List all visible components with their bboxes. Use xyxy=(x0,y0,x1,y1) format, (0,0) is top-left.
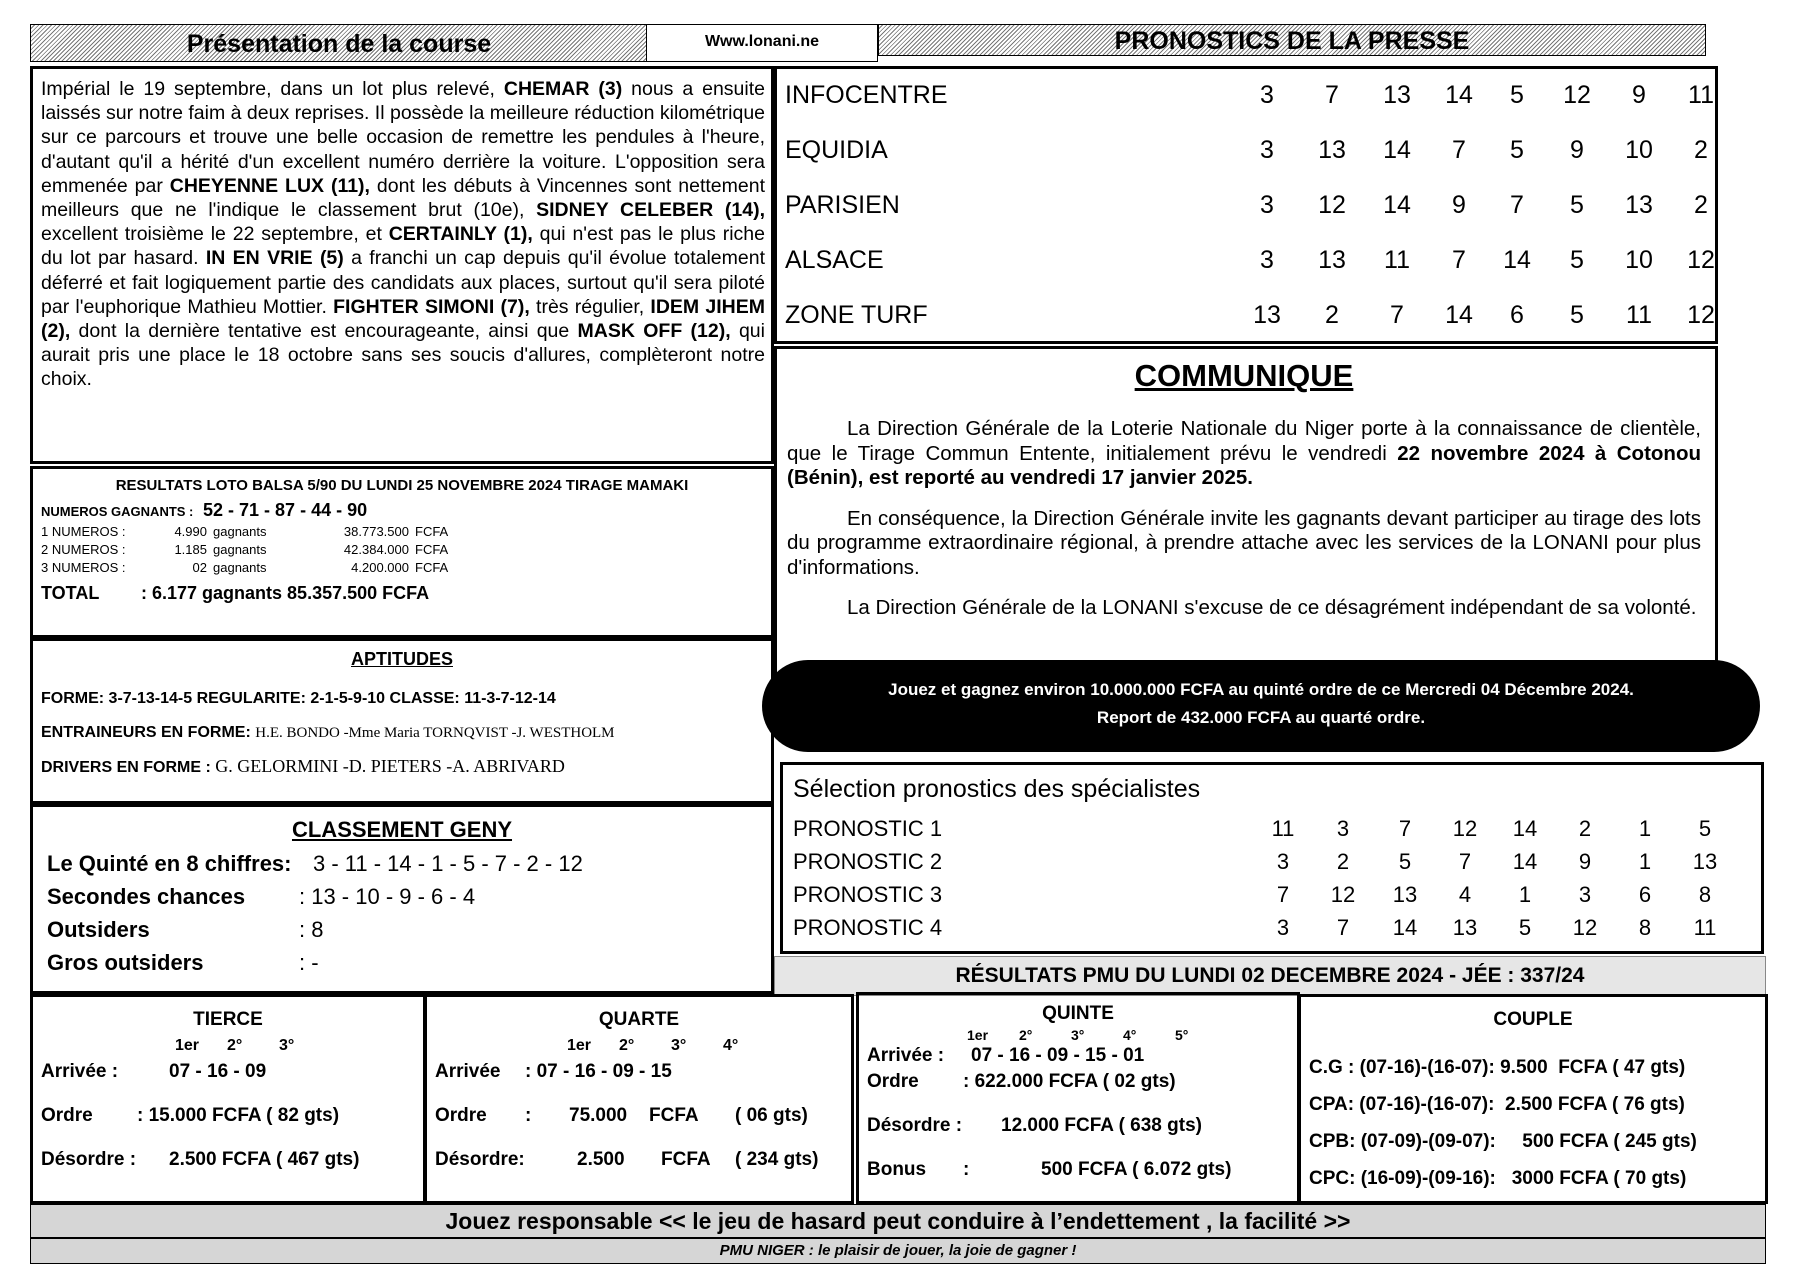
press-number: 2 xyxy=(1694,191,1708,219)
tierce-ordre xyxy=(41,1105,415,1127)
desordre-cur: FCFA xyxy=(661,1149,711,1170)
selection-number: 7 xyxy=(1276,882,1290,907)
press-table xyxy=(774,66,1718,344)
couple-row: CPB: (07-09)-(09-07): 500 FCFA ( 245 gts) xyxy=(1309,1131,1697,1152)
place-label: 4° xyxy=(1123,1027,1137,1043)
presentation-title: Présentation de la course xyxy=(186,30,492,58)
press-row xyxy=(777,69,1715,124)
classement-box xyxy=(30,804,774,994)
horse-name: CHEYENNE LUX (11), xyxy=(169,174,370,197)
total-value: : 6.177 gagnants 85.357.500 FCFA xyxy=(141,583,430,603)
place-label: 4° xyxy=(723,1037,739,1054)
selection-number: 8 xyxy=(1638,915,1652,940)
arrivee-label: Arrivée : xyxy=(41,1061,119,1082)
arrivee-label: Arrivée : xyxy=(867,1045,945,1066)
press-number: 7 xyxy=(1325,81,1339,109)
arrivee-label: Arrivée xyxy=(435,1061,501,1082)
aptitudes-drivers xyxy=(41,756,763,777)
loto-count: 1.185 xyxy=(174,542,207,557)
tierce-places xyxy=(41,1037,415,1055)
press-number: 10 xyxy=(1625,246,1653,274)
loto-count: 4.990 xyxy=(174,524,207,539)
horse-name: CERTAINLY (1), xyxy=(388,223,533,246)
press-number: 10 xyxy=(1625,136,1653,164)
communique-title: COMMUNIQUE xyxy=(1134,358,1354,393)
selection-number: 12 xyxy=(1330,882,1356,907)
loto-amount: 4.200.000 xyxy=(351,560,409,575)
loto-amount: 38.773.500 xyxy=(343,524,409,539)
desordre-amount: 2.500 xyxy=(577,1149,625,1170)
horse-name: MASK OFF (12), xyxy=(577,320,731,343)
press-number: 9 xyxy=(1632,81,1646,109)
bonus-label: Bonus xyxy=(867,1159,927,1180)
classement-value: 3 - 11 - 14 - 1 - 5 - 7 - 2 - 12 xyxy=(313,851,583,876)
place-label: 2° xyxy=(1019,1027,1033,1043)
selection-number: 14 xyxy=(1512,849,1538,874)
selection-number: 14 xyxy=(1512,816,1538,841)
press-number: 5 xyxy=(1570,246,1584,274)
press-number: 3 xyxy=(1260,191,1274,219)
selection-number: 6 xyxy=(1638,882,1652,907)
loto-unit: gagnants xyxy=(213,524,267,539)
classement-row xyxy=(47,847,757,880)
press-row xyxy=(777,234,1715,289)
press-number: 12 xyxy=(1318,191,1346,219)
quarte-box xyxy=(424,994,854,1204)
press-number: 12 xyxy=(1563,81,1591,109)
ordre-amount: 75.000 xyxy=(569,1105,628,1126)
classement-label: Gros outsiders xyxy=(47,950,204,975)
press-number: 13 xyxy=(1625,191,1653,219)
press-number: 7 xyxy=(1452,246,1466,274)
horse-name: CHEMAR (3) xyxy=(503,78,623,100)
selection-name: PRONOSTIC 4 xyxy=(793,915,943,940)
selection-row xyxy=(793,814,1751,847)
tierce-desordre xyxy=(41,1149,415,1171)
horse-name: FIGHTER SIMONI (7), xyxy=(333,295,530,318)
press-number: 13 xyxy=(1318,136,1346,164)
selection-row xyxy=(793,847,1751,880)
text-segment: qui n'est pas le plus riche du lot par hasard. xyxy=(41,223,765,270)
press-number: 5 xyxy=(1510,81,1524,109)
press-number: 5 xyxy=(1570,191,1584,219)
arrivee-value: : 07 - 16 - 09 - 15 xyxy=(525,1061,672,1082)
place-label: 3° xyxy=(1071,1027,1085,1043)
selection-number: 5 xyxy=(1698,816,1712,841)
loto-cur: FCFA xyxy=(415,524,449,539)
loto-label: 2 NUMEROS : xyxy=(41,542,126,557)
classement-title: CLASSEMENT GENY xyxy=(291,817,513,842)
selection-number: 4 xyxy=(1458,882,1472,907)
couple-box xyxy=(1298,994,1768,1204)
desordre-gts: ( 234 gts) xyxy=(735,1149,819,1170)
classement-row xyxy=(47,946,757,979)
loto-total xyxy=(41,583,763,604)
selection-number: 3 xyxy=(1276,849,1290,874)
press-number: 3 xyxy=(1260,246,1274,274)
arrivee-value: 07 - 16 - 09 - 15 - 01 xyxy=(971,1045,1145,1066)
selection-name: PRONOSTIC 1 xyxy=(793,816,943,841)
press-number: 2 xyxy=(1325,301,1339,329)
selection-row xyxy=(793,913,1751,946)
text-segment: nous a ensuite laissés sur notre faim à deux reprises. Il possède la meilleure réduction kilométrique sur ce parcours et trouve une belle occasion de remettre les pendules à l'heure, d'autant qu'il a hérité d'un excellent numéro derrière la voiture. L'opposition sera emmenée par xyxy=(41,78,766,197)
text-segment: dont la dernière tentative est encourageante, ainsi que xyxy=(70,320,578,343)
classement-value: : - xyxy=(299,950,319,975)
press-number: 11 xyxy=(1626,301,1652,329)
banner-line2: Report de 432.000 FCFA au quarté ordre. xyxy=(1096,708,1426,727)
jackpot-banner xyxy=(762,660,1760,752)
presentation-text xyxy=(41,77,765,392)
classement-label: Secondes chances xyxy=(47,884,246,909)
ordre-label: Ordre xyxy=(435,1105,487,1126)
selection-title: Sélection pronostics des spécialistes xyxy=(793,775,1201,803)
selection-number: 3 xyxy=(1578,882,1592,907)
classement-label: Le Quinté en 8 chiffres: xyxy=(47,851,292,876)
loto-amount: 42.384.000 xyxy=(343,542,409,557)
text-segment: a franchi un cap depuis qu'il évolue totalement déferré et fait logiquement partie des candidats aux places, surtout qu'il sera piloté par l'euphorique Mathieu Mottier. xyxy=(41,247,765,318)
couple-row: C.G : (07-16)-(16-07): 9.500 FCFA ( 47 gts) xyxy=(1309,1057,1686,1078)
ordre-label: Ordre xyxy=(41,1105,93,1126)
press-row xyxy=(777,289,1715,344)
selection-number: 2 xyxy=(1578,816,1592,841)
communique-p1-text: La Direction Générale de la Loterie Nationale du Niger porte à la connaissance de clientèle, que le Tirage Commun Entente, initialement prévu le vendredi xyxy=(787,417,1701,465)
press-number: 12 xyxy=(1687,246,1715,274)
bonus-sep: : xyxy=(963,1159,970,1180)
place-label: 5° xyxy=(1175,1027,1189,1043)
loto-cur: FCFA xyxy=(415,542,449,557)
footer-warning: Jouez responsable << le jeu de hasard peut conduire à l’endettement , la facilité >> xyxy=(30,1204,1766,1238)
selection-number: 9 xyxy=(1578,849,1592,874)
results-title: RÉSULTATS PMU DU LUNDI 02 DECEMBRE 2024 - JÉE : 337/24 xyxy=(774,956,1766,996)
quarte-arrivee xyxy=(435,1061,843,1083)
ordre-gts: ( 06 gts) xyxy=(735,1105,808,1126)
horse-name: SIDNEY CELEBER (14), xyxy=(536,199,766,222)
selection-number: 7 xyxy=(1398,816,1412,841)
loto-cur: FCFA xyxy=(415,560,449,575)
ordre-value: : 622.000 FCFA ( 02 gts) xyxy=(963,1071,1176,1092)
press-number: 6 xyxy=(1510,301,1524,329)
loto-box xyxy=(30,466,774,638)
press-number: 2 xyxy=(1694,136,1708,164)
place-label: 1er xyxy=(175,1037,200,1054)
selection-number: 2 xyxy=(1336,849,1350,874)
selection-number: 11 xyxy=(1693,915,1717,940)
quarte-title: QUARTE xyxy=(598,1009,680,1030)
selection-number: 13 xyxy=(1392,882,1418,907)
press-source: ZONE TURF xyxy=(785,301,928,329)
loto-unit: gagnants xyxy=(213,542,267,557)
communique-box xyxy=(774,346,1718,676)
ordre-label: Ordre xyxy=(867,1071,919,1092)
text-segment: Impérial le 19 septembre, dans un lot plus relevé, xyxy=(41,78,504,100)
couple-row: CPC: (16-09)-(09-16): 3000 FCFA ( 70 gts) xyxy=(1309,1168,1687,1189)
press-number: 7 xyxy=(1390,301,1404,329)
footer-slogan: PMU NIGER : le plaisir de jouer, la joie de gagner ! xyxy=(30,1238,1766,1264)
press-source: ALSACE xyxy=(785,246,884,274)
selection-number: 5 xyxy=(1518,915,1532,940)
press-source: EQUIDIA xyxy=(785,136,888,164)
text-segment: qui aurait pris une place le 18 octobre sans ses soucis d'allures, complèteront notre choix. xyxy=(41,320,765,391)
desordre-value: 12.000 FCFA ( 638 gts) xyxy=(1001,1115,1202,1136)
drivers-label: DRIVERS EN FORME : xyxy=(41,759,211,776)
arrivee-value: 07 - 16 - 09 xyxy=(169,1061,267,1082)
winning-numbers: 52 - 71 - 87 - 44 - 90 xyxy=(203,500,368,520)
tierce-arrivee xyxy=(41,1061,415,1083)
quinte-box xyxy=(856,992,1300,1204)
loto-rows xyxy=(41,523,471,577)
press-number: 11 xyxy=(1688,81,1714,109)
selection-number: 11 xyxy=(1271,816,1295,841)
aptitudes-forme: FORME: 3-7-13-14-5 REGULARITE: 2-1-5-9-10 CLASSE: 11-3-7-12-14 xyxy=(41,690,556,707)
loto-row xyxy=(41,523,471,541)
selection-number: 1 xyxy=(1638,849,1652,874)
tierce-title: TIERCE xyxy=(193,1009,263,1030)
press-number: 14 xyxy=(1445,301,1473,329)
loto-winning xyxy=(41,500,763,521)
tierce-box xyxy=(30,994,426,1204)
classement-row xyxy=(47,913,757,946)
press-number: 13 xyxy=(1253,301,1281,329)
aptitudes-entraineurs xyxy=(41,724,763,742)
quinte-places xyxy=(867,1027,1289,1043)
quinte-arrivee xyxy=(867,1045,1289,1067)
selection-number: 12 xyxy=(1452,816,1478,841)
quinte-ordre xyxy=(867,1071,1289,1093)
quinte-desordre xyxy=(867,1115,1289,1137)
winning-label: NUMEROS GAGNANTS : xyxy=(41,504,194,519)
ordre-value: : 15.000 FCFA ( 82 gts) xyxy=(137,1105,340,1126)
press-number: 9 xyxy=(1452,191,1466,219)
selection-number: 8 xyxy=(1698,882,1712,907)
communique-p3: La Direction Générale de la LONANI s'excuse de ce désagrément indépendant de sa volonté. xyxy=(847,596,1697,619)
horse-name: IDEM JIHEM (2), xyxy=(41,295,765,343)
banner-line1: Jouez et gagnez environ 10.000.000 FCFA au quinté ordre de ce Mercredi 04 Décembre 2024. xyxy=(888,680,1634,699)
loto-count: 02 xyxy=(192,560,207,575)
text-segment: excellent troisième le 22 septembre, et xyxy=(41,223,389,246)
press-row xyxy=(777,124,1715,179)
press-number: 5 xyxy=(1570,301,1584,329)
presentation-box xyxy=(30,66,774,464)
press-source: INFOCENTRE xyxy=(785,81,948,109)
classement-label: Outsiders xyxy=(47,917,150,942)
communique-p2: En conséquence, la Direction Générale invite les gagnants devant participer au tirage des lots du programme extraordinaire régional, à prendre attache avec les services de la LONANI pour plus d'informations. xyxy=(787,506,1701,579)
selection-number: 1 xyxy=(1518,882,1532,907)
aptitudes-title: APTITUDES xyxy=(350,649,453,669)
loto-label: 1 NUMEROS : xyxy=(41,524,126,539)
place-label: 3° xyxy=(279,1037,295,1054)
quarte-ordre xyxy=(435,1105,843,1127)
selection-number: 1 xyxy=(1638,816,1652,841)
press-number: 12 xyxy=(1687,301,1715,329)
total-label: TOTAL xyxy=(41,583,100,603)
presentation-header xyxy=(30,24,648,62)
press-number: 5 xyxy=(1510,136,1524,164)
ordre-sep: : xyxy=(525,1105,532,1126)
desordre-label: Désordre : xyxy=(41,1149,137,1170)
bonus-value: 500 FCFA ( 6.072 gts) xyxy=(1041,1159,1232,1180)
press-number: 9 xyxy=(1570,136,1584,164)
press-source: PARISIEN xyxy=(785,191,900,219)
horse-name: IN EN VRIE (5) xyxy=(205,247,344,270)
selection-row xyxy=(793,880,1751,913)
selection-name: PRONOSTIC 3 xyxy=(793,882,943,907)
press-number: 7 xyxy=(1452,136,1466,164)
classement-row xyxy=(47,880,757,913)
place-label: 3° xyxy=(671,1037,687,1054)
loto-unit: gagnants xyxy=(213,560,267,575)
selection-number: 13 xyxy=(1452,915,1478,940)
place-label: 2° xyxy=(227,1037,243,1054)
selection-name: PRONOSTIC 2 xyxy=(793,849,943,874)
aptitudes-box xyxy=(30,638,774,804)
classement-value: : 8 xyxy=(299,917,324,942)
selection-number: 5 xyxy=(1398,849,1412,874)
place-label: 2° xyxy=(619,1037,635,1054)
selection-number: 12 xyxy=(1572,915,1598,940)
loto-title: RESULTATS LOTO BALSA 5/90 DU LUNDI 25 NOVEMBRE 2024 TIRAGE MAMAKI xyxy=(115,477,689,494)
selection-number: 3 xyxy=(1336,816,1350,841)
place-label: 1er xyxy=(967,1027,989,1043)
ordre-cur: FCFA xyxy=(649,1105,699,1126)
press-row xyxy=(777,179,1715,234)
press-number: 13 xyxy=(1383,81,1411,109)
press-number: 3 xyxy=(1260,136,1274,164)
press-number: 13 xyxy=(1318,246,1346,274)
press-number: 14 xyxy=(1383,191,1411,219)
website-link[interactable]: Www.lonani.ne xyxy=(646,24,878,62)
selection-number: 3 xyxy=(1276,915,1290,940)
press-title: PRONOSTICS DE LA PRESSE xyxy=(1114,27,1470,55)
quinte-title: QUINTE xyxy=(1042,1003,1114,1024)
selection-number: 13 xyxy=(1692,849,1718,874)
press-number: 3 xyxy=(1260,81,1274,109)
classement-value: : 13 - 10 - 9 - 6 - 4 xyxy=(299,884,476,909)
communique-p1 xyxy=(787,417,1701,491)
text-segment: très régulier, xyxy=(529,295,651,318)
selection-number: 14 xyxy=(1392,915,1418,940)
selection-number: 7 xyxy=(1458,849,1472,874)
loto-row xyxy=(41,541,471,559)
selection-box xyxy=(780,762,1764,954)
couple-row: CPA: (07-16)-(16-07): 2.500 FCFA ( 76 gts) xyxy=(1309,1094,1685,1115)
selection-number: 7 xyxy=(1336,915,1350,940)
press-number: 11 xyxy=(1384,246,1410,274)
press-number: 14 xyxy=(1503,246,1531,274)
desordre-label: Désordre: xyxy=(435,1149,525,1170)
loto-row xyxy=(41,559,471,577)
quarte-desordre xyxy=(435,1149,843,1171)
couple-title: COUPLE xyxy=(1493,1009,1573,1030)
desordre-label: Désordre : xyxy=(867,1115,963,1136)
quinte-bonus xyxy=(867,1159,1289,1181)
drivers-value: G. GELORMINI -D. PIETERS -A. ABRIVARD xyxy=(215,756,565,776)
entraineurs-label: ENTRAINEURS EN FORME: xyxy=(41,724,251,741)
place-label: 1er xyxy=(567,1037,592,1054)
loto-label: 3 NUMEROS : xyxy=(41,560,126,575)
press-number: 7 xyxy=(1510,191,1524,219)
desordre-value: 2.500 FCFA ( 467 gts) xyxy=(169,1149,360,1170)
press-number: 14 xyxy=(1383,136,1411,164)
text-segment: dont les débuts à Vincennes sont nettement meilleurs que ne l'indique le classement brut (10e), xyxy=(41,174,765,222)
press-header xyxy=(878,24,1706,56)
communique-p1-bold: 22 novembre 2024 à Cotonou (Bénin), est reporté au vendredi 17 janvier 2025. xyxy=(787,441,1701,489)
quarte-places xyxy=(435,1037,843,1055)
entraineurs-value: H.E. BONDO -Mme Maria TORNQVIST -J. WESTHOLM xyxy=(255,725,615,741)
press-number: 14 xyxy=(1445,81,1473,109)
